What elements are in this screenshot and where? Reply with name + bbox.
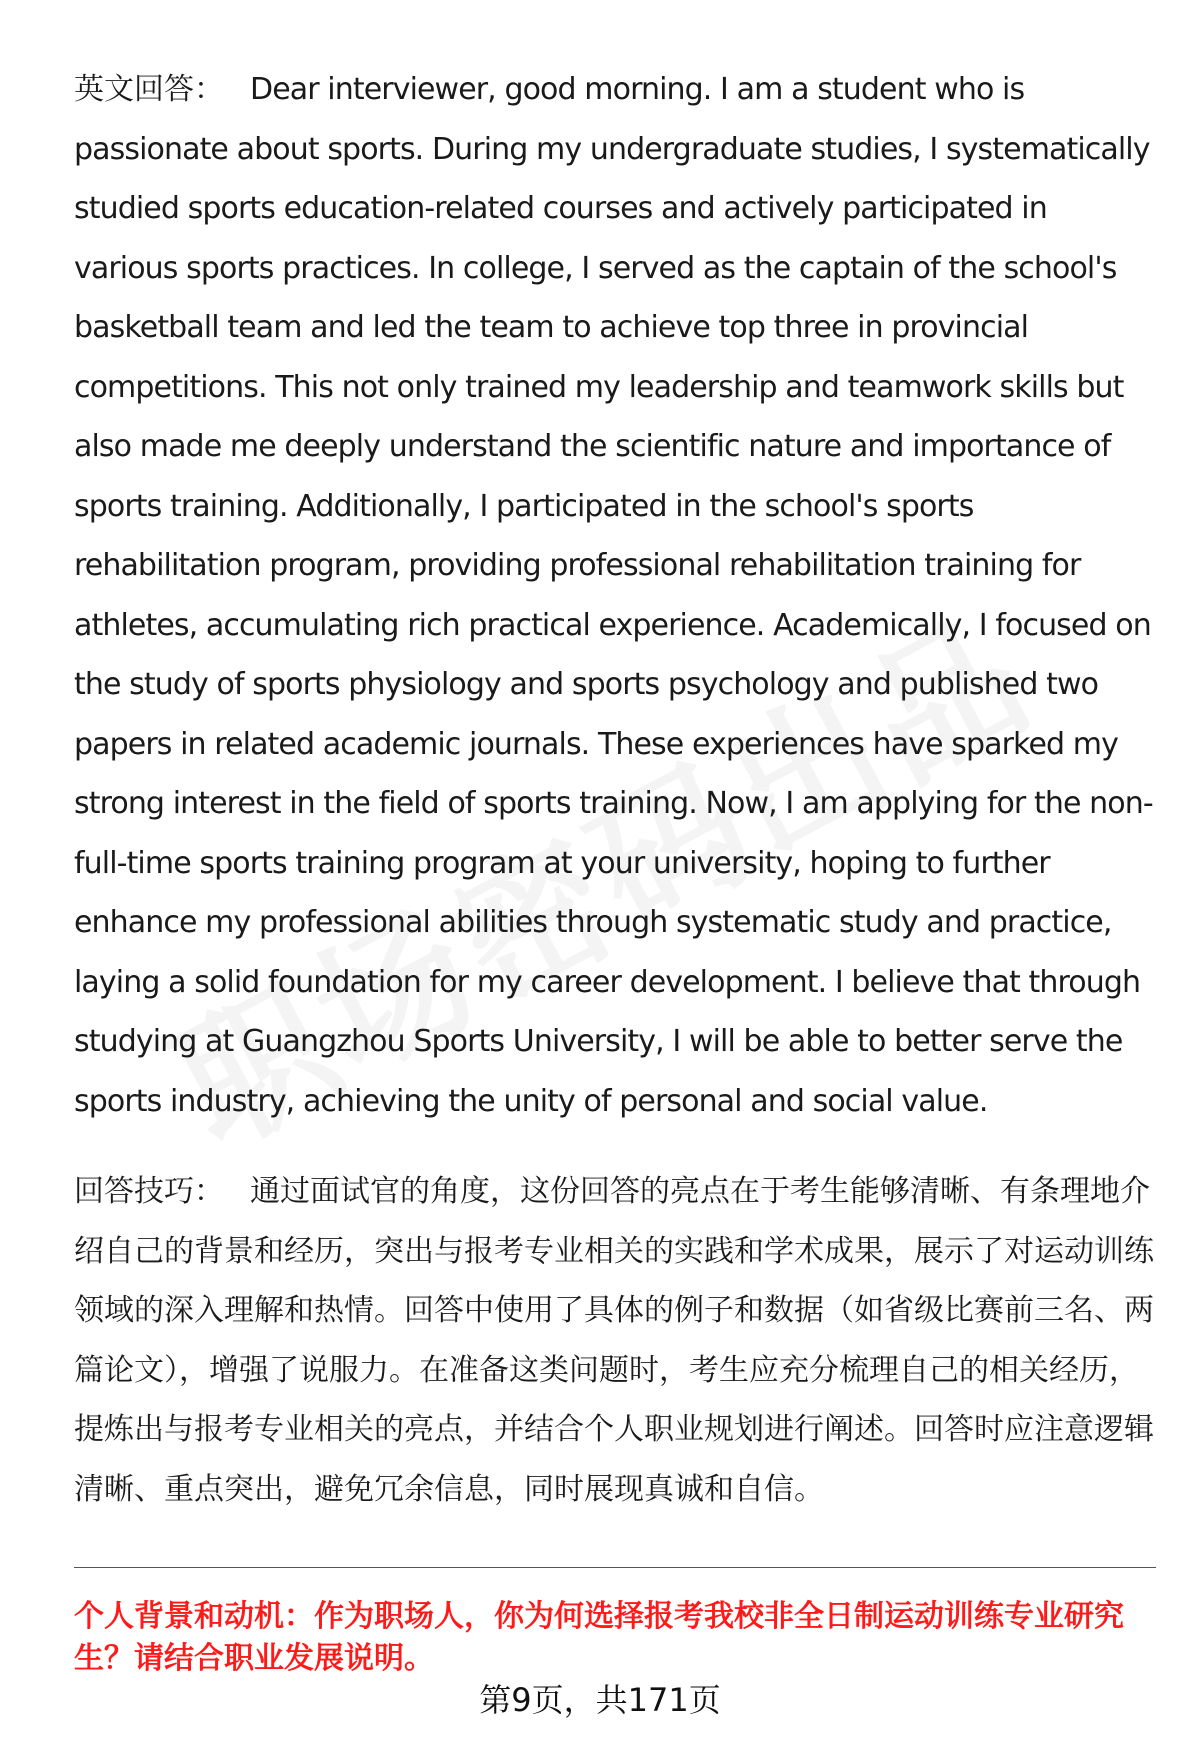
english-answer-section bbox=[74, 60, 1154, 1131]
english-answer-label: 英文回答： bbox=[74, 72, 224, 107]
next-question-heading: 个人背景和动机：作为职场人，你为何选择报考我校非全日制运动训练专业研究生？请结合职业发展说明。 bbox=[74, 1599, 1124, 1676]
answer-tips-label: 回答技巧： bbox=[74, 1174, 224, 1209]
answer-tips-section bbox=[74, 1162, 1154, 1519]
english-answer-text: Dear interviewer, good morning. I am a student who is passionate about sports. During my undergraduate studies, I systematically studied sports education-related courses and actively participated in various sports practices. In college, I served as the captain of the school's basketball team and led the team to achieve top three in provincial competitions. This not only trained my leadership and teamwork skills but also made me deeply understand the scientific nature and importance of sports training. Additionally, I participated in the school's sports rehabilitation program, providing professional rehabilitation training for athletes, accumulating rich practical experience. Academically, I focused on the study of sports physiology and sports psychology and published two papers in related academic journals. These experiences have sparked my strong interest in the field of sports training. Now, I am applying for the non-full-time sports training program at your university, hoping to further enhance my professional abilities through systematic study and practice, laying a solid foundation for my career development. I believe that through studying at Guangzhou Sports University, I will be able to better serve the sports industry, achieving the unity of personal and social value. bbox=[74, 72, 1153, 1119]
answer-tips-text: 通过面试官的角度，这份回答的亮点在于考生能够清晰、有条理地介绍自己的背景和经历，突出与报考专业相关的实践和学术成果，展示了对运动训练领域的深入理解和热情。回答中使用了具体的例子和数据（如省级比赛前三名、两篇论文），增强了说服力。在准备这类问题时，考生应充分梳理自己的相关经历，提炼出与报考专业相关的亮点，并结合个人职业规划进行阐述。回答时应注意逻辑清晰、重点突出，避免冗余信息，同时展现真诚和自信。 bbox=[74, 1174, 1154, 1507]
section-divider bbox=[74, 1567, 1156, 1568]
page-indicator: 第9页，共171页 bbox=[479, 1681, 721, 1719]
